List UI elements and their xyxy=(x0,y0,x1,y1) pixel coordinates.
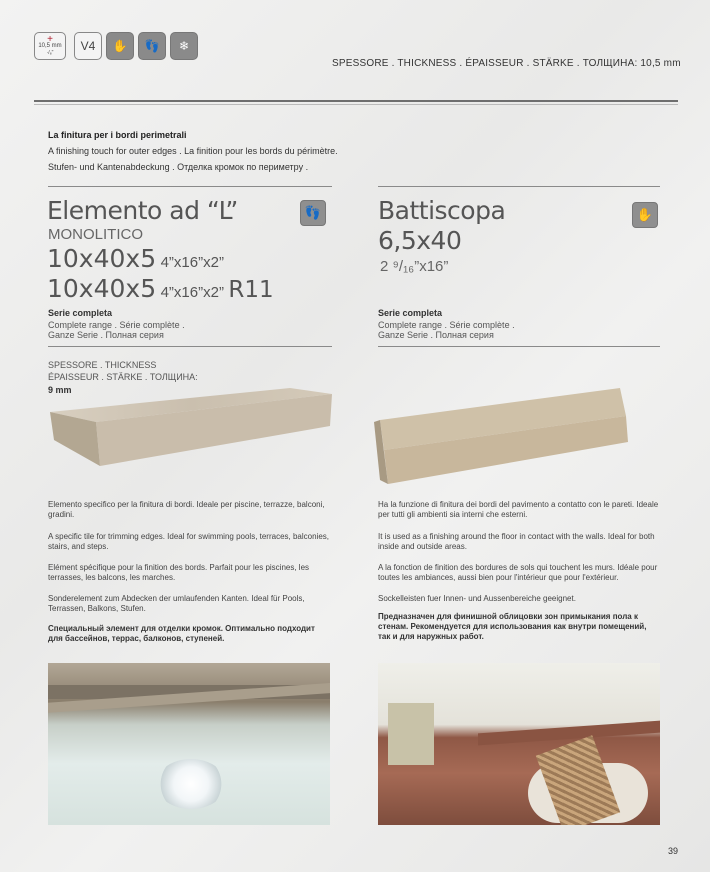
right-product-size: 6,5x40 xyxy=(378,226,462,255)
left-desc-de: Sonderelement zum Abdecken der umlaufenden Kanten. Ideal für Pools, Terrassen, Balkons, Stufen. xyxy=(48,594,305,613)
right-desc-fr: A la fonction de finition des bordures de sols qui touchent les murs. Idéale pour toutes les ambiances, aussi bien pour l'intérieur que pour l'extérieur. xyxy=(378,563,658,582)
header-divider xyxy=(34,100,678,102)
left-thickness-line2: ÉPAISSEUR . STÄRKE . ТОЛЩИНА: xyxy=(48,372,198,382)
intro-title: La finitura per i bordi perimetrali xyxy=(48,130,187,140)
right-desc-ru: Предназначен для финишной облицовки зон примыкания пола к стенам. Рекомендуется для использования как внутри помещений, так и для наружных работ. xyxy=(378,612,647,641)
left-desc-ru: Специальный элемент для отделки кромок. Оптимально подходит для бассейнов, террас, балконов, ступеней. xyxy=(48,624,315,643)
interior-photo xyxy=(378,663,660,825)
left-series-line2: Ganze Serie . Полная серия xyxy=(48,330,164,340)
left-size-2: 10x40x5 4”x16”x2” R11 xyxy=(47,274,274,303)
left-desc-en: A specific tile for trimming edges. Ideal for swimming pools, terraces, balconies, stairs, and steps. xyxy=(48,532,330,551)
page-number: 39 xyxy=(668,846,679,856)
right-series-line1: Complete range . Série complète . xyxy=(378,320,515,330)
v4-icon: V4 xyxy=(74,32,102,60)
hand-symbol-icon: ✋ xyxy=(632,202,658,228)
pool-photo xyxy=(48,663,330,825)
right-series-title: Serie completa xyxy=(378,308,443,318)
l-tile-image xyxy=(40,380,340,480)
left-thickness-value: 9 mm xyxy=(48,385,72,395)
right-product-size-inch: 2 ⁹/₁₆”x16” xyxy=(380,258,449,275)
header-divider-thin xyxy=(34,104,678,105)
right-series-line2: Ganze Serie . Полная серия xyxy=(378,330,494,340)
intro-line-en-fr: A finishing touch for outer edges . La finition pour les bords du périmètre. xyxy=(48,146,338,156)
thickness-label: SPESSORE . THICKNESS . ÉPAISSEUR . STÄRKE . ТОЛЩИНА: 10,5 mm xyxy=(332,58,681,69)
right-desc-it: Ha la funzione di finitura dei bordi del pavimento a contatto con le pareti. Ideale per tutti gli ambienti sia interni che esterni. xyxy=(378,500,659,519)
right-product-title: Battiscopa xyxy=(378,196,506,225)
thickness-icon: + 10,5 mm ·/₈" xyxy=(34,32,66,60)
intro-line-de-ru: Stufen- und Kantenabdeckung . Отделка кромок по периметру . xyxy=(48,162,309,172)
right-divider xyxy=(378,186,660,187)
right-divider-2 xyxy=(378,346,660,347)
foot-icon: 👣 xyxy=(138,32,166,60)
left-thickness-line1: SPESSORE . THICKNESS xyxy=(48,360,157,370)
left-product-title: Elemento ad “L” xyxy=(47,196,238,225)
left-series-line1: Complete range . Série complète . xyxy=(48,320,185,330)
hand-icon: ✋ xyxy=(106,32,134,60)
left-divider xyxy=(48,186,332,187)
snowflake-icon: ❄ xyxy=(170,32,198,60)
left-series-title: Serie completa xyxy=(48,308,113,318)
left-size-1: 10x40x5 4”x16”x2” xyxy=(47,244,224,273)
left-product-subtitle: MONOLITICO xyxy=(48,226,144,243)
right-desc-de: Sockelleisten fuer Innen- und Aussenbereiche geeignet. xyxy=(378,594,576,603)
foot-symbol-icon: 👣 xyxy=(300,200,326,226)
left-desc-fr: Elément spécifique pour la finition des bords. Parfait pour les piscines, les terrasses, les balcons, les marches. xyxy=(48,563,310,582)
left-divider-2 xyxy=(48,346,332,347)
skirting-tile-image xyxy=(370,380,640,490)
right-desc-en: It is used as a finishing around the floor in contact with the walls. Ideal for both inside and outside areas. xyxy=(378,532,655,551)
left-desc-it: Elemento specifico per la finitura di bordi. Ideale per piscine, terrazze, balconi, gradini. xyxy=(48,500,325,519)
